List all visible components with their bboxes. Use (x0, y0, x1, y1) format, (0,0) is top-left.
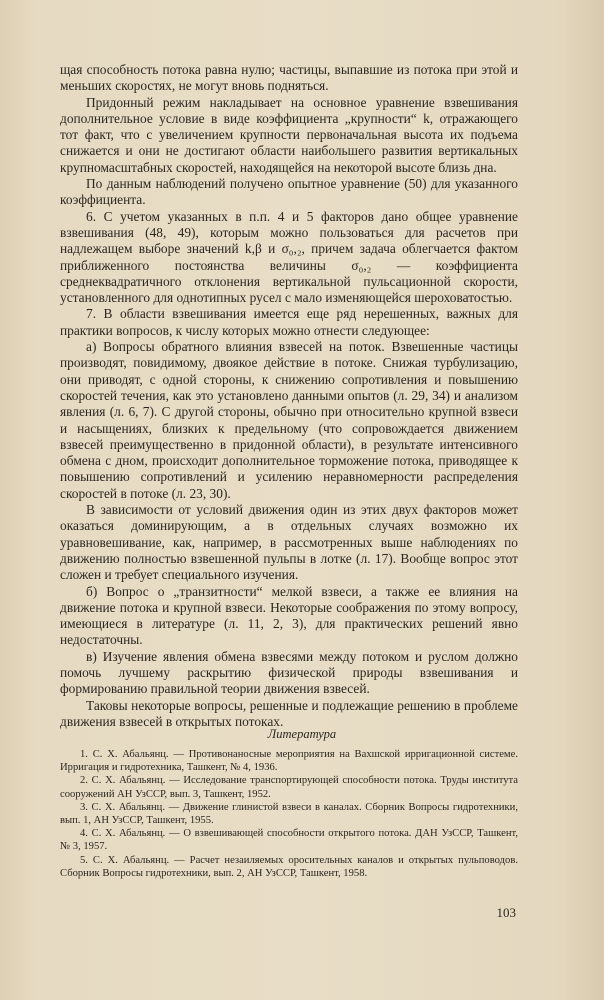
body-text (60, 62, 518, 730)
paragraph: щая способность потока равна нулю; частицы, выпавшие из потока при этой и меньших скоростях, не могут вновь подняться. (60, 62, 518, 94)
paragraph: 6. С учетом указанных в п.п. 4 и 5 факторов дано общее уравнение взвешивания (48, 49), которым можно пользоваться для расчетов при надлежащем выборе значений k,β и σ₀,₂, причем задача облегчается фактом приближенного постоянства величины σ₀,₂ — коэффициента среднеквадратичного отклонения вертикальной пульсационной скорости, установленного для однотипных русел с мало изменяющейся шероховатостью. (60, 208, 518, 306)
page-number: 103 (496, 905, 516, 920)
reference-item: 1. С. Х. Абальянц. — Противонаносные мероприятия на Вахшской ирригационной системе. Ирригация и гидротехника, Ташкент, № 4, 1936. (60, 749, 518, 774)
paragraph: Придонный режим накладывает на основное уравнение взвешивания дополнительное условие в виде коэффициента „крупности“ k, отражающего тот факт, что с увеличением крупности первоначальная высота их подъема снижается и они не достигают области наибольшего развития вертикальных крупномасштабных скоростей, находящейся на некоторой высоте близь дна. (60, 94, 518, 175)
reference-item: 4. С. Х. Абальянц. — О взвешивающей способности открытого потока. ДАН УзССР, Ташкент, № 3, 1957. (60, 828, 518, 853)
paragraph: а) Вопросы обратного влияния взвесей на поток. Взвешенные частицы производят, повидимому, двоякое действие в потоке. Снижая турбулизацию, они приводят, с одной стороны, к снижению сопротивления и повышению скоростей течения, как это установлено данными опытов (л. 29, 34) и анализом явления (л. 6, 7). С другой стороны, обычно при относительно крупной взвеси и насыщениях, близких к предельному (что сопровождается движением взвесей преимущественно в придонной области), в результате интенсивного обмена с дном, происходит дополнительное торможение потока, приводящее к повышению сопротивлений и усилению неравномерности распределения скоростей в потоке (л. 23, 30). (60, 339, 518, 501)
paragraph: Таковы некоторые вопросы, решенные и подлежащие решению в проблеме движения взвесей в открытых потоках. (60, 697, 518, 729)
references-list (60, 748, 518, 880)
paragraph: 7. В области взвешивания имеется еще ряд нерешенных, важных для практики вопросов, к числу которых можно отнести следующее: (60, 306, 518, 338)
paragraph: в) Изучение явления обмена взвесями между потоком и руслом должно помочь лучшему раскрытию физической природы взвешивания и формированию правильной теории движения взвесей. (60, 648, 518, 697)
paragraph: б) Вопрос о „транзитности“ мелкой взвеси, а также ее влияния на движение потока и крупной взвеси. Некоторые соображения по этому вопросу, имеющиеся в литературе (л. 11, 2, 3), для практических решений явно недостаточны. (60, 583, 518, 648)
reference-item: 2. С. Х. Абальянц. — Исследование транспортирующей способности потока. Труды института сооружений АН УзССР, вып. 3, Ташкент, 1952. (60, 775, 518, 800)
reference-item: 5. С. Х. Абальянц. — Расчет незаиляемых оросительных каналов и открытых пульповодов. Сборник Вопросы гидротехники, вып. 2, АН УзССР, Ташкент, 1958. (60, 854, 518, 879)
paragraph: По данным наблюдений получено опытное уравнение (50) для указанного коэффициента. (60, 176, 518, 208)
reference-item: 3. С. Х. Абальянц. — Движение глинистой взвеси в каналах. Сборник Вопросы гидротехники, вып. 1, АН УзССР, Ташкент, 1955. (60, 801, 518, 827)
paragraph: В зависимости от условий движения один из этих двух факторов может оказаться доминирующим, а в отдельных случаях возможно их уравновешивание, как, например, в рассмотренных выше наблюдениях по движению полностью взвешенной пульпы в лотке (л. 17). Вообще вопрос этот сложен и требует специального изучения. (60, 502, 518, 583)
references-heading: Литература (267, 727, 337, 741)
